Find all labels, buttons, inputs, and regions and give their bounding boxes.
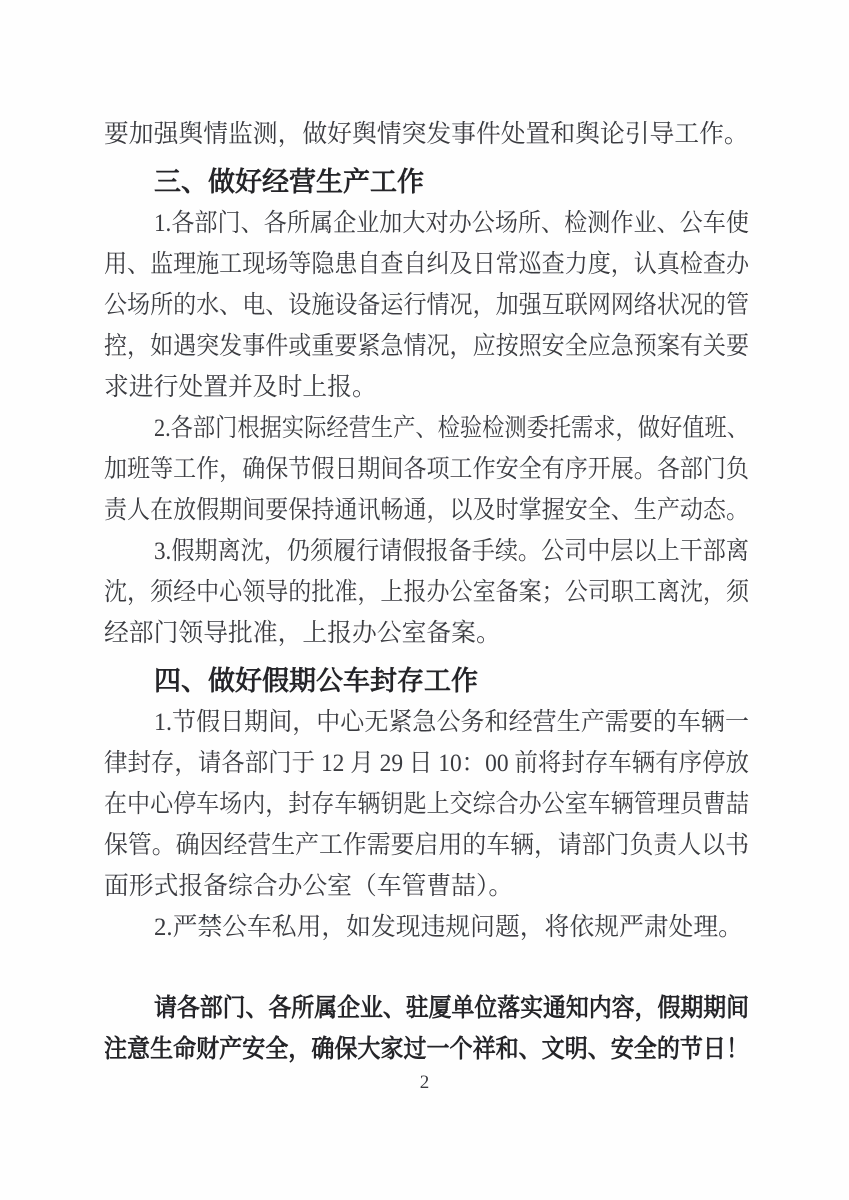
paragraph	[104, 531, 749, 654]
text-line: 经部门领导批准，上报办公室备案。	[104, 620, 501, 647]
paragraph	[104, 408, 749, 531]
text-line: 加班等工作，确保节假日期间各项工作安全有序开展。各部门负	[104, 456, 749, 483]
closing-paragraph	[104, 988, 749, 1070]
paragraph	[104, 907, 749, 948]
text-line: 注意生命财产安全，确保大家过一个祥和、文明、安全的节日！	[104, 1036, 749, 1063]
text-line: 公场所的水、电、设施设备运行情况，加强互联网网络状况的管	[104, 292, 749, 319]
text-line: 四、做好假期公车封存工作	[154, 666, 478, 696]
section-heading	[104, 661, 749, 702]
text-line: 责人在放假期间要保持通讯畅通，以及时掌握安全、生产动态。	[104, 497, 749, 524]
section-heading	[104, 162, 749, 203]
text-line: 请各部门、各所属企业、驻厦单位落实通知内容，假期期间	[154, 995, 749, 1022]
paragraph	[104, 702, 749, 907]
text-line: 2.严禁公车私用，如发现违规问题，将依规严肃处理。	[154, 914, 743, 941]
text-line: 3.假期离沈，仍须履行请假报备手续。公司中层以上干部离	[154, 538, 749, 565]
page-number: 2	[419, 1072, 430, 1093]
text-line: 面形式报备综合办公室（车管曹喆）。	[104, 873, 514, 900]
text-line: 在中心停车场内，封存车辆钥匙上交综合办公室车辆管理员曹喆	[104, 791, 749, 818]
paragraph	[104, 114, 749, 155]
text-line: 要加强舆情监测，做好舆情突发事件处置和舆论引导工作。	[104, 121, 749, 148]
paragraph	[104, 203, 749, 408]
text-line: 律封存，请各部门于 12 月 29 日 10：00 前将封存车辆有序停放	[104, 750, 749, 777]
text-line: 保管。确因经营生产工作需要启用的车辆，请部门负责人以书	[104, 832, 749, 859]
text-line: 2.各部门根据实际经营生产、检验检测委托需求，做好值班、	[154, 415, 749, 442]
text-line: 沈，须经中心领导的批准，上报办公室备案；公司职工离沈，须	[104, 579, 749, 606]
document-body	[104, 114, 749, 1070]
text-line: 控，如遇突发事件或重要紧急情况，应按照安全应急预案有关要	[104, 333, 749, 360]
text-line: 1.各部门、各所属企业加大对办公场所、检测作业、公车使	[154, 210, 749, 237]
text-line: 三、做好经营生产工作	[154, 167, 424, 197]
text-line: 用、监理施工现场等隐患自查自纠及日常巡查力度，认真检查办	[104, 251, 749, 278]
text-line: 1.节假日期间，中心无紧急公务和经营生产需要的车辆一	[154, 709, 749, 736]
text-line: 求进行处置并及时上报。	[104, 374, 377, 401]
